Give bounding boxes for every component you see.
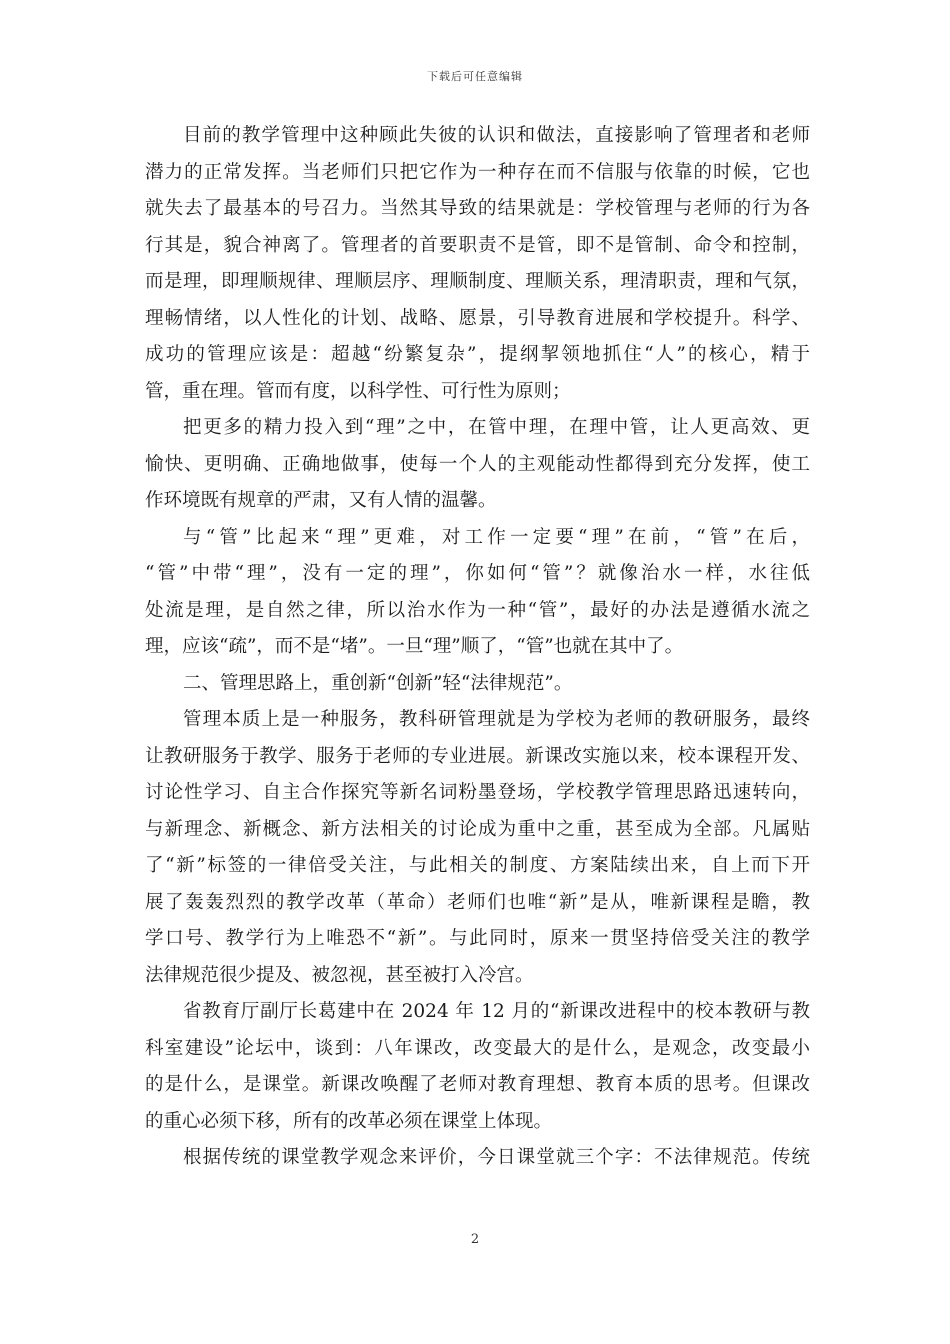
page-header: 下载后可任意编辑 [427, 70, 523, 83]
text-line: 成功的管理应该是：超越“纷繁复杂”，提纲挈领地抓住“人”的核心，精于 [145, 344, 810, 365]
text-line: 作环境既有规章的严肃，又有人情的温馨。 [145, 490, 497, 511]
text-line: 管理本质上是一种服务，教科研管理就是为学校为老师的教研服务，最终 [183, 709, 810, 730]
text-line: 管，重在理。管而有度，以科学性、可行性为原则； [145, 380, 571, 402]
text-line: 让教研服务于教学、服务于老师的专业进展。新课改实施以来，校本课程开发、 [145, 745, 810, 767]
text-line: 省教育厅副厅长葛建中在 2024 年 12 月的“新课改进程中的校本教研与教 [183, 1001, 810, 1022]
text-line: “管”中带“理”，没有一定的理”，你如何“管”？就像治水一样，水往低 [145, 563, 810, 584]
text-line: 与“管”比起来“理”更难，对工作一定要“理”在前，“管”在后， [183, 526, 810, 548]
text-line: 展了轰轰烈烈的教学改革（革命）老师们也唯“新”是从，唯新课程是瞻，教 [145, 891, 810, 913]
text-line: 学口号、教学行为上唯恐不“新”。与此同时，原来一贯坚持倍受关注的教学 [145, 928, 810, 949]
text-line: 潜力的正常发挥。当老师们只把它作为一种存在而不信服与依靠的时候，它也 [145, 161, 810, 183]
text-line: 法律规范很少提及、被忽视，甚至被打入冷宫。 [145, 964, 534, 986]
text-line: 的重心必须下移，所有的改革必须在课堂上体现。 [145, 1110, 553, 1132]
text-line: 科室建设”论坛中，谈到：八年课改，改变最大的是什么，是观念，改变最小 [145, 1037, 810, 1059]
text-line: 处流是理，是自然之律，所以治水作为一种“管”，最好的办法是遵循水流之 [145, 599, 810, 621]
text-line: 愉快、更明确、正确地做事，使每一个人的主观能动性都得到充分发挥，使工 [145, 453, 810, 475]
text-line: 就失去了最基本的号召力。当然其导致的结果就是：学校管理与老师的行为各 [145, 198, 810, 219]
text-line: 行其是，貌合神离了。管理者的首要职责不是管，即不是管制、命令和控制， [145, 234, 810, 256]
text-line: 讨论性学习、自主合作探究等新名词粉墨登场，学校教学管理思路迅速转向， [145, 782, 810, 803]
text-line: 理畅情绪，以人性化的计划、战略、愿景，引导教育进展和学校提升。科学、 [145, 307, 810, 329]
text-line: 根据传统的课堂教学观念来评价，今日课堂就三个字：不法律规范。传统 [183, 1147, 810, 1168]
text-line: 理，应该“疏”，而不是“堵”。一旦“理”顺了，“管”也就在其中了。 [145, 636, 684, 657]
text-line: 目前的教学管理中这种顾此失彼的认识和做法，直接影响了管理者和老师 [183, 125, 810, 146]
text-line: 与新理念、新概念、新方法相关的讨论成为重中之重，甚至成为全部。凡属贴 [145, 818, 810, 840]
section-heading: 二、管理思路上，重创新“创新”轻“法律规范”。 [183, 672, 573, 694]
text-line: 把更多的精力投入到“理”之中，在管中理，在理中管，让人更高效、更 [183, 417, 810, 438]
text-line: 的是什么，是课堂。新课改唤醒了老师对教育理想、教育本质的思考。但课改 [145, 1074, 810, 1095]
text-line: 了“新”标签的一律倍受关注，与此相关的制度、方案陆续出来，自上而下开 [145, 855, 810, 876]
document-body [145, 118, 810, 1177]
page-number: 2 [470, 1232, 480, 1247]
text-line: 而是理，即理顺规律、理顺层序、理顺制度、理顺关系，理清职责，理和气氛， [145, 271, 810, 292]
